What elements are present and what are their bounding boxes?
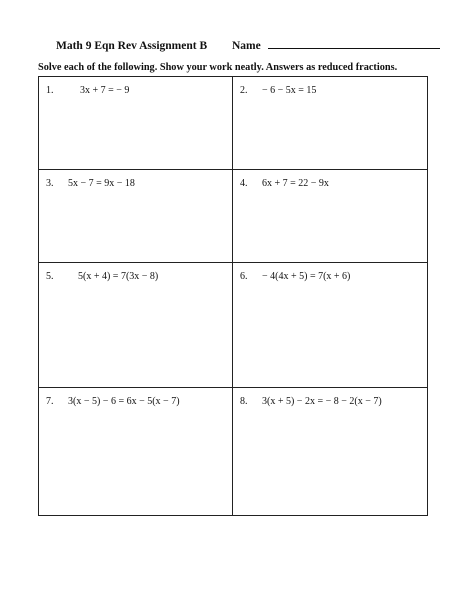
problem-number: 6. bbox=[240, 271, 248, 282]
problem-cell-6 bbox=[233, 263, 427, 388]
problem-cell-2 bbox=[233, 77, 427, 170]
problem-cell-7 bbox=[39, 388, 233, 515]
problem-number: 5. bbox=[46, 271, 54, 282]
problem-equation: 5x − 7 = 9x − 18 bbox=[68, 178, 135, 189]
problem-equation: 3(x + 5) − 2x = − 8 − 2(x − 7) bbox=[262, 396, 382, 407]
problem-cell-1 bbox=[39, 77, 233, 170]
worksheet-header bbox=[56, 38, 440, 52]
problem-equation: − 6 − 5x = 15 bbox=[262, 85, 317, 96]
problem-number: 7. bbox=[46, 396, 54, 407]
problem-equation: − 4(4x + 5) = 7(x + 6) bbox=[262, 271, 351, 282]
problem-cell-8 bbox=[233, 388, 427, 515]
problem-number: 1. bbox=[46, 85, 54, 96]
name-label: Name bbox=[232, 40, 261, 52]
problem-number: 4. bbox=[240, 178, 248, 189]
problem-number: 8. bbox=[240, 396, 248, 407]
problem-cell-4 bbox=[233, 170, 427, 263]
problem-number: 3. bbox=[46, 178, 54, 189]
instructions: Solve each of the following. Show your work neatly. Answers as reduced fractions. bbox=[38, 62, 398, 73]
problem-equation: 5(x + 4) = 7(3x − 8) bbox=[78, 271, 159, 282]
worksheet-title: Math 9 Eqn Rev Assignment B bbox=[56, 40, 208, 52]
problem-cell-5 bbox=[39, 263, 233, 388]
problem-equation: 6x + 7 = 22 − 9x bbox=[262, 178, 329, 189]
problem-number: 2. bbox=[240, 85, 248, 96]
name-blank-line bbox=[268, 38, 440, 49]
problem-grid bbox=[38, 76, 428, 516]
problem-equation: 3(x − 5) − 6 = 6x − 5(x − 7) bbox=[68, 396, 180, 407]
problem-cell-3 bbox=[39, 170, 233, 263]
problem-equation: 3x + 7 = − 9 bbox=[80, 85, 130, 96]
